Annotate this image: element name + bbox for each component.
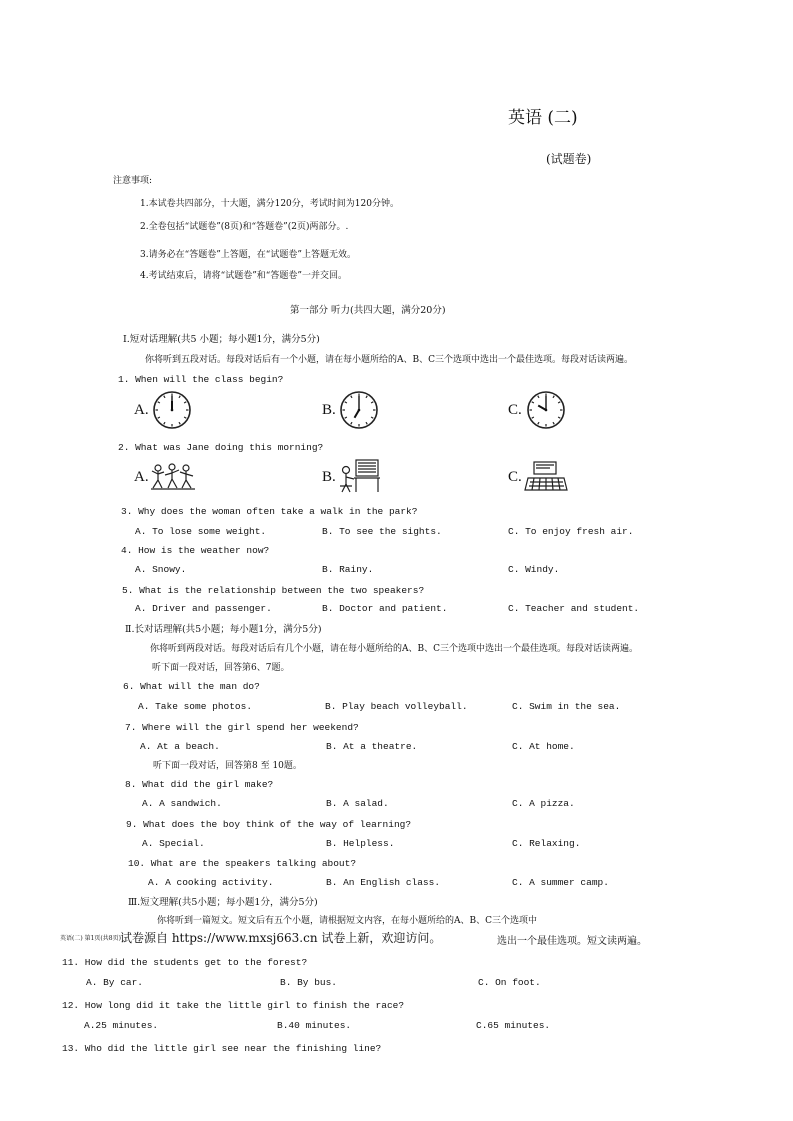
page-subtitle: (试题卷) — [546, 152, 592, 166]
option-a: A. At a beach. — [140, 741, 220, 752]
option-b: B. To see the sights. — [322, 526, 442, 537]
section3-instruction-cont: 选出一个最佳选项。短文读两遍。 — [497, 936, 647, 947]
question-stem: 10. What are the speakers talking about? — [128, 858, 357, 869]
question-stem: 2. What was Jane doing this morning? — [118, 442, 324, 453]
people-dancing-icon — [150, 462, 196, 490]
option-c: C.65 minutes. — [476, 1020, 551, 1031]
notes-item: 1.本试卷共四部分，十大题，满分120分，考试时间为120分钟。 — [140, 199, 399, 209]
option-b: B. Helpless. — [326, 838, 395, 849]
question-stem: 6. What will the man do? — [123, 681, 260, 692]
option-c: C. On foot. — [478, 977, 541, 988]
clock-twelve-icon — [152, 390, 192, 430]
notes-item: 3.请务必在“答题卷”上答题，在“试题卷”上答题无效。 — [140, 250, 356, 260]
question-stem: 11. How did the students get to the forest? — [62, 957, 308, 968]
notes-heading: 注意事项: — [113, 176, 153, 186]
option-a: A. Snowy. — [135, 564, 187, 575]
option-c: C. A summer camp. — [512, 877, 609, 888]
part1-heading: 第一部分 听力(共四大题，满分20分) — [290, 305, 446, 316]
option-b: B. At a theatre. — [326, 741, 418, 752]
section3-heading: Ⅲ.短文理解(共5小题；每小题1分，满分5分) — [128, 897, 318, 908]
option-b: B. Doctor and patient. — [322, 603, 448, 614]
section2-heading: Ⅱ.长对话理解(共5小题；每小题1分，满分5分) — [125, 624, 322, 635]
option-c: C. Windy. — [508, 564, 560, 575]
question-stem: 4. How is the weather now? — [121, 545, 270, 556]
question-stem: 12. How long did it take the little girl to finish the race? — [62, 1000, 405, 1011]
option-a: A. Take some photos. — [138, 701, 253, 712]
question-stem: 9. What does the boy think of the way of learning? — [126, 819, 412, 830]
option-c: C. Relaxing. — [512, 838, 581, 849]
question-stem: 1. When will the class begin? — [118, 374, 284, 385]
option-a: A.25 minutes. — [84, 1020, 159, 1031]
option-b: B. An English class. — [326, 877, 441, 888]
section1-heading: Ⅰ.短对话理解(共5 小题；每小题1分，满分5分) — [123, 334, 320, 345]
option-c: C. Swim in the sea. — [512, 701, 621, 712]
question-stem: 7. Where will the girl spend her weekend? — [125, 722, 359, 733]
question-stem: 5. What is the relationship between the two speakers? — [122, 585, 425, 596]
section2-subinstruction: 听下面一段对话，回答第8 至 10题。 — [153, 761, 302, 771]
option-a: A. Driver and passenger. — [135, 603, 272, 614]
option-label: A. — [134, 469, 149, 485]
option-a: A. By car. — [86, 977, 144, 988]
clock-ten-icon — [526, 390, 566, 430]
option-label: B. — [322, 402, 336, 418]
section1-instruction: 你将听到五段对话。每段对话后有一个小题，请在每小题所给的A、B、C三个选项中选出一个最佳选项。每段对话读两遍。 — [145, 355, 634, 365]
person-reading-at-desk-icon — [338, 458, 382, 494]
page-title: 英语 (二) — [508, 108, 578, 128]
notes-item: 4.考试结束后，请将“试题卷”和“答题卷”一并交回。 — [140, 271, 347, 281]
option-a: A. Special. — [142, 838, 205, 849]
question-stem: 13. Who did the little girl see near the finishing line? — [62, 1043, 382, 1054]
option-a: A. A cooking activity. — [148, 877, 274, 888]
option-label: B. — [322, 469, 336, 485]
page-footer: 英语(二) 第1页(共8页) — [60, 935, 121, 942]
option-b: B.40 minutes. — [277, 1020, 352, 1031]
section3-instruction: 你将听到一篇短文。短文后有五个小题，请根据短文内容，在每小题所给的A、B、C三个选项中 — [157, 916, 538, 926]
section2-instruction: 你将听到两段对话。每段对话后有几个小题，请在每小题所给的A、B、C三个选项中选出一个最佳选项。每段对话读两遍。 — [150, 644, 639, 654]
option-c: C. Teacher and student. — [508, 603, 640, 614]
question-stem: 8. What did the girl make? — [125, 779, 274, 790]
question-stem: 3. Why does the woman often take a walk in the park? — [121, 506, 418, 517]
option-label: C. — [508, 402, 522, 418]
typing-keyboard-icon — [524, 460, 568, 492]
option-b: B. A salad. — [326, 798, 389, 809]
notes-item: 2.全卷包括“试题卷”(8页)和“答题卷”(2页)两部分。. — [140, 222, 349, 232]
option-b: B. Rainy. — [322, 564, 374, 575]
option-b: B. By bus. — [280, 977, 338, 988]
option-a: A. To lose some weight. — [135, 526, 267, 537]
option-c: C. At home. — [512, 741, 575, 752]
watermark-link[interactable]: 试卷源自 https://www.mxsj663.cn 试卷上新，欢迎访问。 — [120, 931, 442, 945]
option-c: C. To enjoy fresh air. — [508, 526, 634, 537]
clock-seven-icon — [339, 390, 379, 430]
option-b: B. Play beach volleyball. — [325, 701, 468, 712]
option-label: C. — [508, 469, 522, 485]
option-a: A. A sandwich. — [142, 798, 222, 809]
section2-subinstruction: 听下面一段对话，回答第6、7题。 — [152, 663, 290, 673]
option-label: A. — [134, 402, 149, 418]
option-c: C. A pizza. — [512, 798, 575, 809]
